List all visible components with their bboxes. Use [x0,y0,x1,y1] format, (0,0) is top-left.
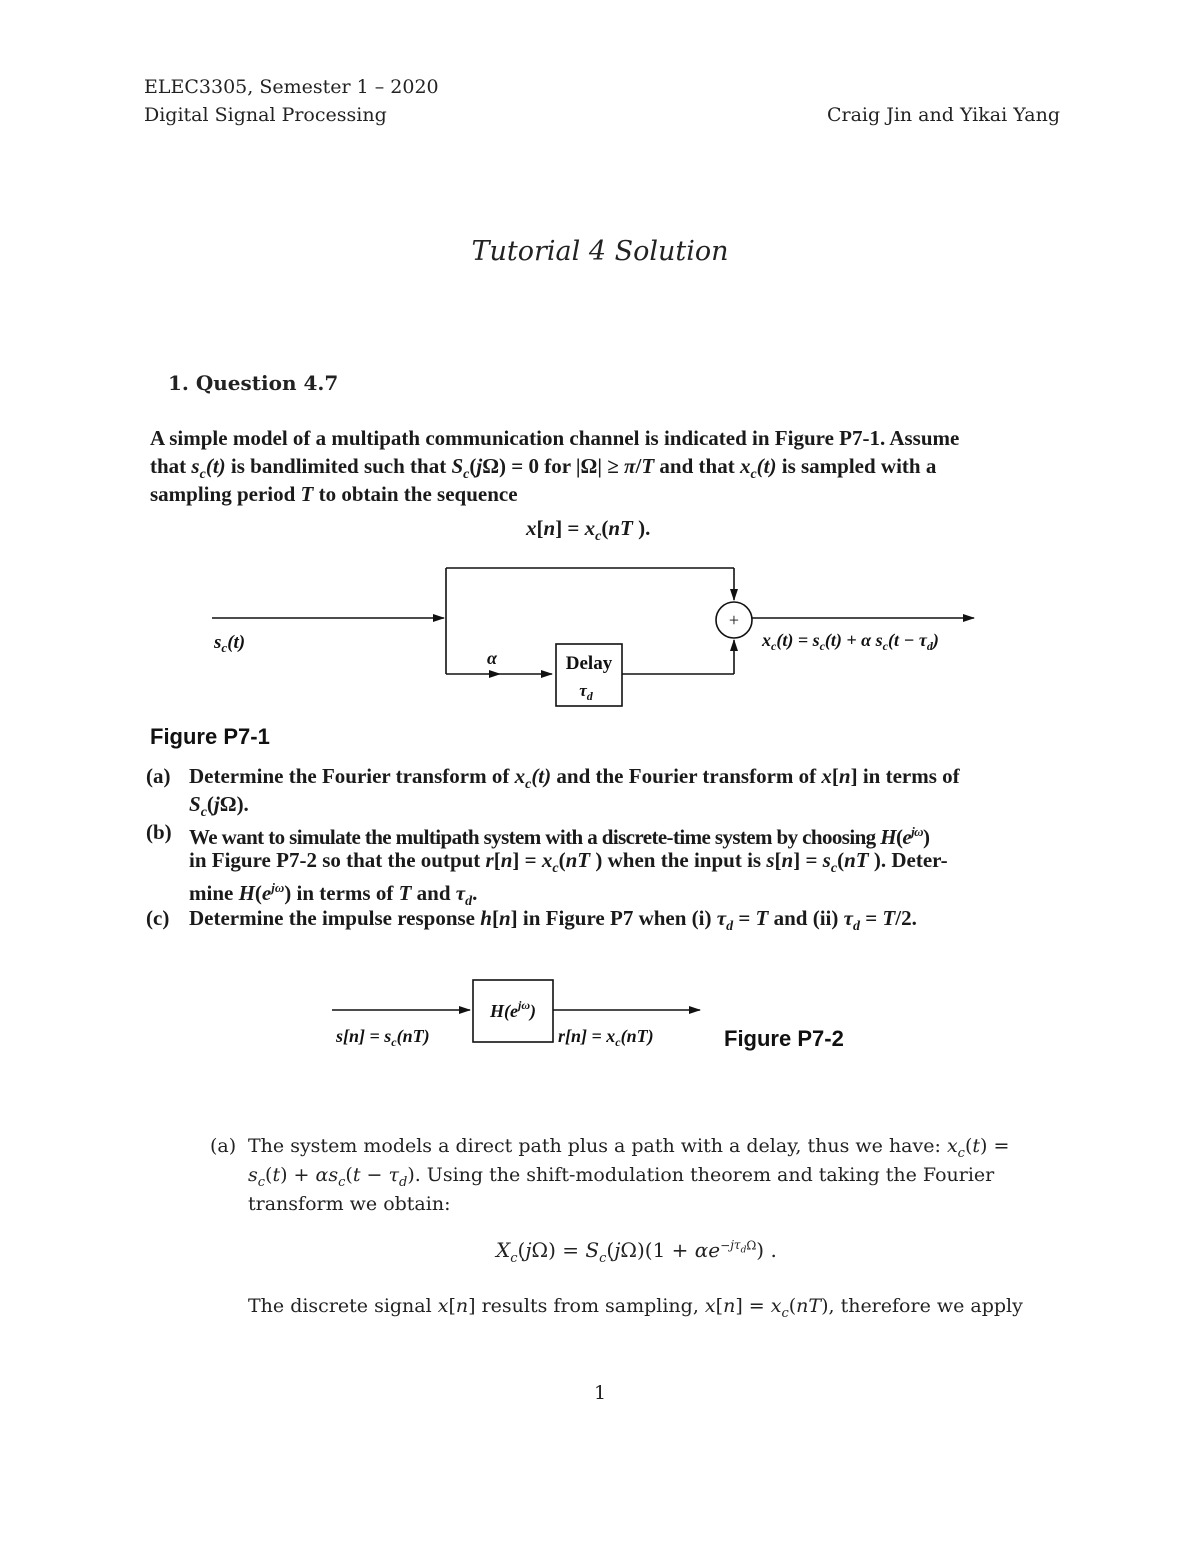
authors-header: Craig Jin and Yikai Yang [826,104,1060,126]
question-heading: 1. Question 4.7 [168,371,339,395]
p7-2-output-label: $r[n] = x_c(nT)$ [558,1026,654,1049]
page-title: Tutorial 4 Solution [471,236,729,267]
question-intro-line1: A simple model of a multipath communication channel is indicated in Figure P7-1. Assume [150,426,960,450]
course-header: ELEC3305, Semester 1 – 2020 [144,76,439,98]
part-b-line1: We want to simulate the multipath system with a discrete-time system by choosing $H(e^{j\omega})$ [189,824,930,849]
answer-equation: $X_c(j\Omega) = S_c(j\Omega)(1 + \alpha e^{-j\tau_d\Omega})$ . [496,1238,777,1266]
part-a-line1: Determine the Fourier transform of $x_c(t)$ and the Fourier transform of x[n] in terms of [189,764,960,793]
part-b-line2: in Figure P7-2 so that the output $r[n] = x_c(nT$ ) when the input is $s[n] = s_c(nT$ ). Deter- [189,848,948,877]
figure-p7-2-diagram [320,970,720,1060]
part-b-label: (b) [146,820,172,844]
figure-p7-2-caption: Figure P7-2 [724,1026,844,1051]
answer-a-line4: The discrete signal x[n] results from sampling, $x[n] = x_c(nT)$, therefore we apply [248,1295,1023,1321]
alpha-label: α [487,648,497,668]
question-intro-line3: sampling period T to obtain the sequence [150,482,518,506]
question-intro-line2: that $s_c(t)$ is bandlimited such that $S_c(j\Omega) = 0$ for |Ω| ≥ π/T and that $x_c(t)$ is sampled with a [150,454,937,483]
delay-label: Delay [565,653,613,674]
p7-2-input-label: $s[n] = s_c(nT)$ [336,1026,430,1049]
h-block-label: $H(e^{j\omega})$ [490,998,536,1021]
part-b-line3: mine $H(e^{j\omega})$ in terms of T and $\tau_d$. [189,880,478,910]
delay-tau-label: $\tau_d$ [579,681,593,703]
answer-a-label: (a) [210,1135,237,1157]
answer-a-line2: $s_c(t) + \alpha s_c(t - \tau_d)$. Using the shift-modulation theorem and taking the Fourier [248,1164,995,1190]
part-a-line2: $S_c(j\Omega)$. [189,792,249,821]
subject-header: Digital Signal Processing [144,104,387,126]
input-signal-label: $s_c(t)$ [214,632,246,655]
page-number: 1 [593,1382,607,1404]
part-c-line1: Determine the impulse response h[n] in Figure P7 when (i) $\tau_d = T$ and (ii) $\tau_d = T/2$. [189,906,917,935]
answer-a-line1: The system models a direct path plus a path with a delay, thus we have: $x_c(t)$ = [248,1135,1010,1161]
figure-p7-1-diagram [200,556,1000,716]
sampling-equation: $x[n] = x_c(nT$ ). [526,516,651,545]
output-signal-label: $x_c(t) = s_c(t) + \alpha$ $s_c(t - \tau_d)$ [762,630,939,653]
sum-symbol: + [728,610,740,630]
answer-a-line3: transform we obtain: [248,1193,451,1215]
figure-p7-1-caption: Figure P7-1 [150,724,270,749]
part-c-label: (c) [146,906,170,930]
part-a-label: (a) [146,764,171,788]
